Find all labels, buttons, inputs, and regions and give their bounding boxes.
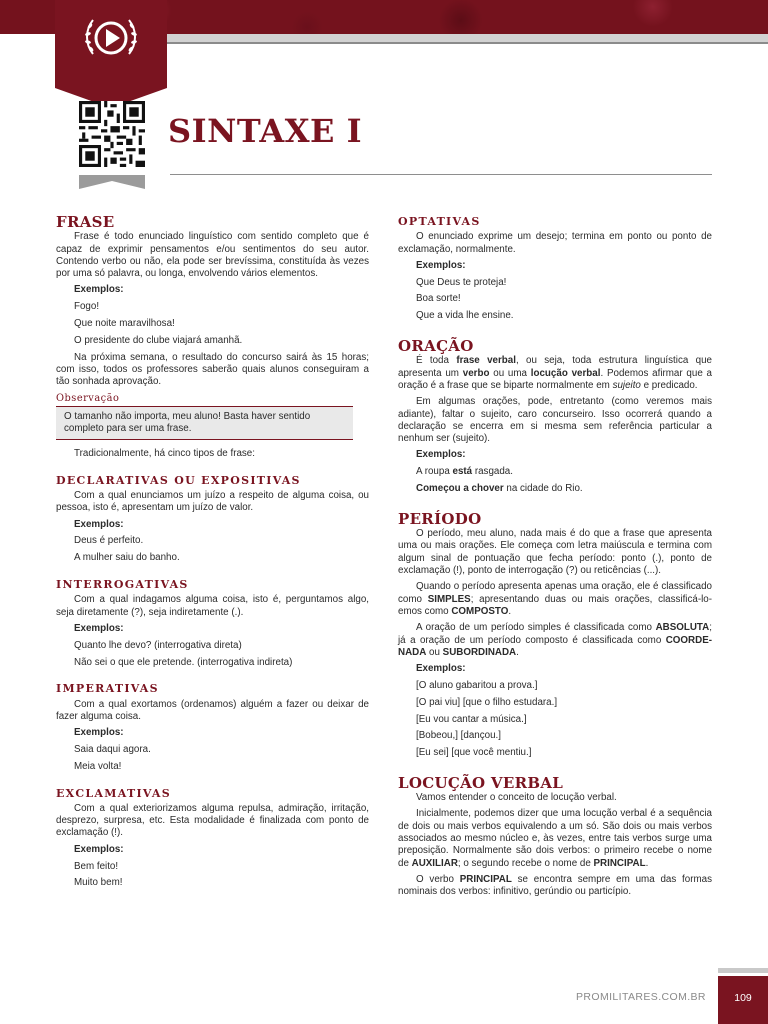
example-item: [O aluno gabaritou a prova.] bbox=[416, 679, 538, 691]
paragraph: Com a qual indagamos alguma coisa, isto é, perguntamos algo, seja diretamente (?), seja indiretamente (.). bbox=[56, 594, 369, 618]
observation-label: Observação bbox=[56, 392, 120, 404]
section-title-exclamativas: EXCLAMATIVAS bbox=[56, 786, 171, 800]
example-item: Fogo! bbox=[74, 301, 100, 313]
example-item: Que a vida lhe ensine. bbox=[416, 310, 514, 322]
examples-heading: Exemplos: bbox=[416, 663, 466, 675]
paragraph: O período, meu aluno, nada mais é do que a frase que apresenta uma ou mais orações. Ele começa com letra maiúscula e termina com algum sinal de pontuação que fecha período: ponto (.), ponto de exclamação (!), ponto de interrogação (?) ou reticências (...). bbox=[398, 528, 712, 577]
example-item: Boa sorte! bbox=[416, 293, 461, 305]
example-item: [Eu sei] [que você mentiu.] bbox=[416, 747, 532, 759]
page-number: 109 bbox=[718, 976, 768, 1024]
paragraph: Inicialmente, podemos dizer que uma locução verbal é a sequência de dois ou mais verbos equivalendo a um só. São dois ou mais verbos associados ao mesmo núcleo e, às vezes, entre tais verbos surge uma preposição. Normalmente são dois verbos: o primeiro recebe o nome de AUXILIAR; o segundo recebe o nome de PRINCIPAL. bbox=[398, 808, 712, 869]
examples-heading: Exemplos: bbox=[416, 449, 466, 461]
paragraph: O enunciado exprime um desejo; termina em ponto ou ponto de exclamação, normalmente. bbox=[398, 231, 712, 255]
chapter-badge bbox=[55, 0, 167, 88]
example-item: Bem feito! bbox=[74, 860, 119, 872]
section-title-periodo: PERÍODO bbox=[398, 509, 482, 528]
qr-code-icon[interactable] bbox=[79, 101, 145, 167]
example-item: [Eu vou cantar a música.] bbox=[416, 713, 527, 725]
paragraph: Vamos entender o conceito de locução verbal. bbox=[416, 792, 617, 804]
example-item: Saia daqui agora. bbox=[74, 744, 151, 755]
examples-heading: Exemplos: bbox=[416, 259, 466, 271]
section-title-oracao: ORAÇÃO bbox=[398, 337, 474, 356]
example-item: A roupa está rasgada. bbox=[416, 466, 513, 478]
section-title-frase: FRASE bbox=[56, 213, 115, 231]
examples-heading: Exemplos: bbox=[74, 843, 124, 855]
paragraph: O verbo PRINCIPAL se encontra sempre em uma das formas nominais dos verbos: infinitivo, gerúndio ou particípio. bbox=[398, 873, 712, 898]
header-gray-stripe bbox=[160, 34, 768, 42]
examples-heading: Exemplos: bbox=[74, 284, 124, 296]
paragraph: Com a qual enunciamos um juízo a respeito de alguma coisa, ou pessoa, isto é, apresentam um juízo de valor. bbox=[56, 490, 369, 514]
example-item: Começou a chover na cidade do Rio. bbox=[416, 483, 583, 495]
example-item: A mulher saiu do banho. bbox=[74, 552, 180, 564]
title-rule bbox=[170, 174, 712, 175]
example-item: [O pai viu] [que o filho estudara.] bbox=[416, 696, 558, 708]
section-title-declarativas: DECLARATIVAS OU EXPOSITIVAS bbox=[56, 473, 301, 487]
example-item: O presidente do clube viajará amanhã. bbox=[74, 334, 243, 346]
paragraph: Em algumas orações, pode, entretanto (como veremos mais adiante), faltar o sujeito, caro concurseiro. Isso ocorrerá quando a declaração se encerra em si mesma sem referência particular a nenhum ser (sujeito). bbox=[398, 396, 712, 445]
section-title-locucao-verbal: LOCUÇÃO VERBAL bbox=[398, 773, 564, 792]
qr-ribbon-notch bbox=[79, 181, 145, 189]
paragraph: Na próxima semana, o resultado do concurso sairá às 15 horas; com isso, todos os professores saberão quais alunos conseguiram a tão sonhada aprovação. bbox=[56, 351, 369, 388]
observation-box: O tamanho não importa, meu aluno! Basta haver sentido completo para ser uma frase. bbox=[56, 406, 353, 441]
example-item: Meia volta! bbox=[74, 760, 122, 772]
left-column bbox=[56, 213, 369, 894]
paragraph: Com a qual exortamos (ordenamos) alguém a fazer ou deixar de fazer alguma coisa. bbox=[56, 698, 369, 722]
section-title-imperativas: IMPERATIVAS bbox=[56, 682, 159, 696]
section-title-optativas: OPTATIVAS bbox=[398, 215, 481, 228]
example-item: [Bobeou,] [dançou.] bbox=[416, 730, 501, 742]
paragraph: Tradicionalmente, há cinco tipos de frase: bbox=[74, 448, 255, 460]
example-item: Deus é perfeito. bbox=[74, 535, 144, 547]
paragraph: A oração de um período simples é classificada como ABSOLUTA; já a oração de um período composto é classificada como COORDE-NADA ou SUBORDINADA. bbox=[398, 622, 712, 658]
right-column bbox=[398, 216, 712, 903]
paragraph: Quando o período apresenta apenas uma oração, ele é classificado como SIMPLES; apresentando duas ou mais orações, classificá-lo-emos como COMPOSTO. bbox=[398, 581, 712, 617]
page-number-bar bbox=[718, 968, 768, 973]
paragraph: Com a qual exteriorizamos alguma repulsa, admiração, irritação, desprezo, surpresa, etc. Esta modalidade é finalizada com ponto de exclamação (!). bbox=[56, 802, 369, 839]
paragraph: É toda frase verbal, ou seja, toda estrutura linguística que apresenta um verbo ou uma locução verbal. Podemos afirmar que a oração é a frase que se biparte normalmente em sujeito e predicado. bbox=[398, 355, 713, 391]
example-item: Que noite maravilhosa! bbox=[74, 318, 175, 330]
example-item: Muito bem! bbox=[74, 877, 123, 889]
paragraph: Frase é todo enunciado linguístico com sentido completo que é capaz de exprimir pensamentos e/ou sentimentos do seu autor. Contendo verbo ou não, ela pode ser brevíssima, constituída às vezes por uma só palavra, ou longa, envolvendo vários elementos. bbox=[56, 231, 369, 280]
play-laurel-icon bbox=[81, 10, 141, 70]
examples-heading: Exemplos: bbox=[74, 622, 124, 634]
example-item: Que Deus te proteja! bbox=[416, 276, 507, 288]
section-title-interrogativas: INTERROGATIVAS bbox=[56, 578, 189, 592]
header-dark-stripe bbox=[160, 42, 768, 44]
page-title: SINTAXE I bbox=[168, 112, 363, 150]
examples-heading: Exemplos: bbox=[74, 727, 124, 739]
examples-heading: Exemplos: bbox=[74, 518, 124, 530]
example-item: Quanto lhe devo? (interrogativa direta) bbox=[74, 639, 242, 651]
example-item: Não sei o que ele pretende. (interrogativa indireta) bbox=[74, 656, 293, 668]
footer-site-link[interactable]: PROMILITARES.COM.BR bbox=[576, 991, 706, 1003]
